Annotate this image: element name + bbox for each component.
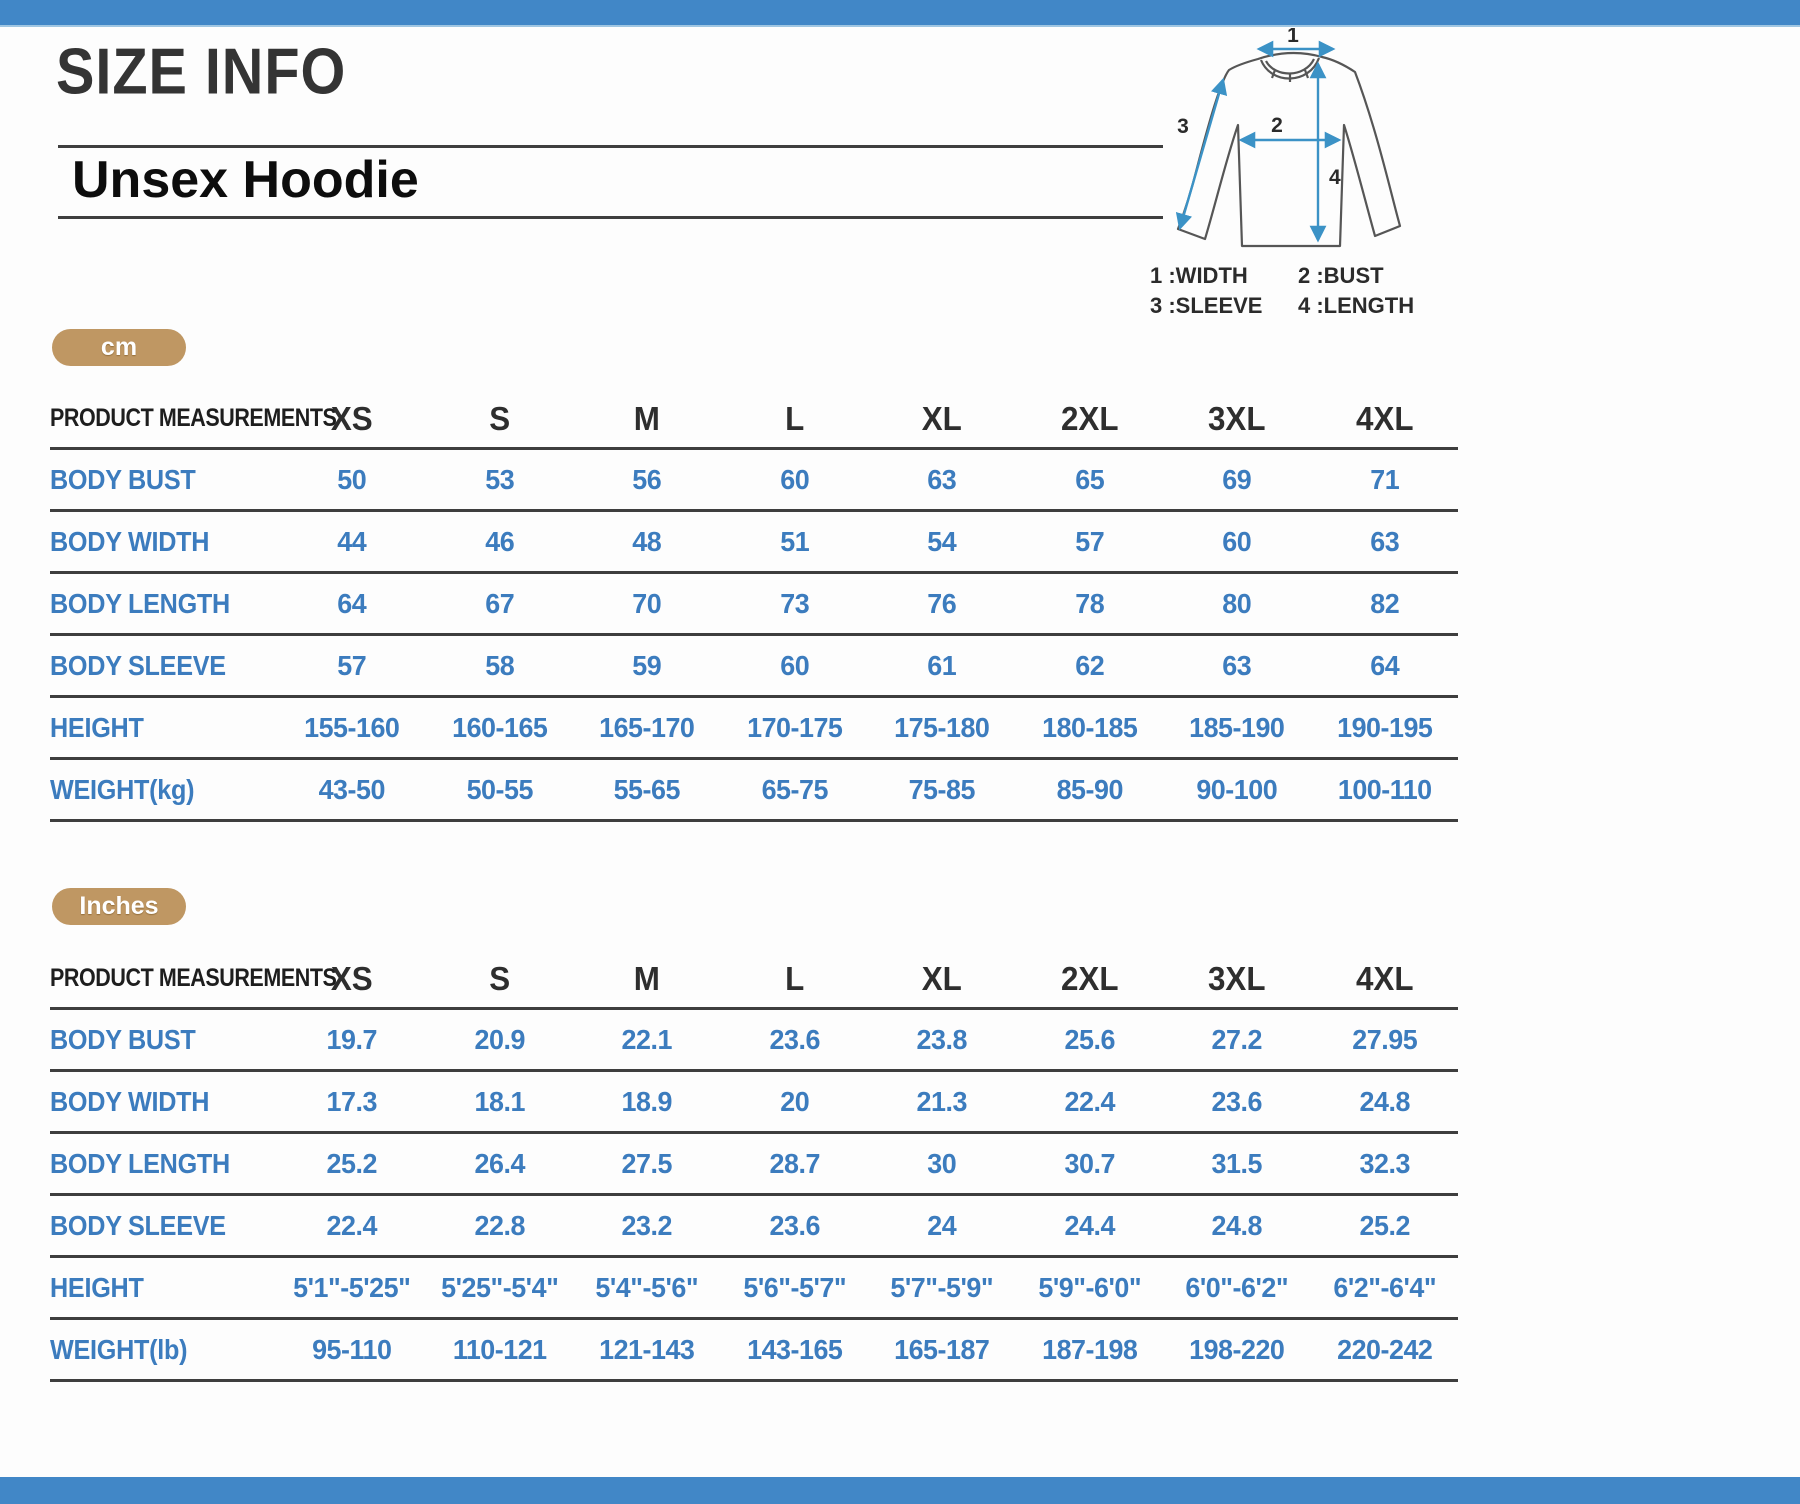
value-cell: 187-198 xyxy=(1041,1333,1137,1365)
value-cell: 30.7 xyxy=(1064,1147,1115,1179)
value-cell: 6'2"-6'4" xyxy=(1332,1271,1436,1303)
value-cell: 24.8 xyxy=(1211,1209,1262,1241)
row-label: BODY LENGTH xyxy=(50,587,230,619)
value-cell: 155-160 xyxy=(304,711,400,743)
value-cell: 57 xyxy=(1074,525,1104,557)
value-cell: 27.95 xyxy=(1351,1023,1417,1055)
value-cell: 61 xyxy=(927,649,957,681)
size-header: S xyxy=(488,399,510,437)
value-cell: 65 xyxy=(1074,463,1104,495)
diagram-mark-width: 1 xyxy=(1287,28,1299,47)
value-cell: 58 xyxy=(484,649,514,681)
value-cell: 170-175 xyxy=(746,711,842,743)
row-label: HEIGHT xyxy=(50,711,144,743)
size-header: M xyxy=(633,399,660,437)
value-cell: 160-165 xyxy=(451,711,547,743)
value-cell: 90-100 xyxy=(1196,773,1278,805)
page-title: SIZE INFO xyxy=(56,35,347,108)
value-cell: 57 xyxy=(337,649,367,681)
size-header: XL xyxy=(921,959,962,997)
product-name: Unsex Hoodie xyxy=(72,151,419,209)
table-row xyxy=(50,636,1458,698)
size-header: XL xyxy=(921,399,962,437)
value-cell: 76 xyxy=(927,587,957,619)
value-cell: 23.2 xyxy=(621,1209,672,1241)
size-header: XS xyxy=(330,399,373,437)
value-cell: 6'0"-6'2" xyxy=(1185,1271,1289,1303)
size-header: L xyxy=(784,959,804,997)
table-row xyxy=(50,1258,1458,1320)
value-cell: 44 xyxy=(337,525,367,557)
value-cell: 53 xyxy=(484,463,514,495)
table-row xyxy=(50,760,1458,822)
value-cell: 23.6 xyxy=(769,1209,820,1241)
value-cell: 25.6 xyxy=(1064,1023,1115,1055)
value-cell: 27.2 xyxy=(1211,1023,1262,1055)
value-cell: 185-190 xyxy=(1189,711,1285,743)
value-cell: 100-110 xyxy=(1337,773,1432,805)
size-header: L xyxy=(784,399,804,437)
value-cell: 63 xyxy=(1222,649,1252,681)
legend-sleeve: 3 :SLEEVE xyxy=(1150,293,1263,318)
unit-badge-cm: cm xyxy=(52,329,186,366)
value-cell: 5'9"-6'0" xyxy=(1037,1271,1141,1303)
table-header-row xyxy=(50,390,1458,450)
value-cell: 20 xyxy=(779,1085,809,1117)
value-cell: 23.6 xyxy=(1211,1085,1262,1117)
value-cell: 71 xyxy=(1369,463,1399,495)
size-header: 2XL xyxy=(1060,959,1119,997)
table-row xyxy=(50,512,1458,574)
value-cell: 17.3 xyxy=(326,1085,377,1117)
size-header: 4XL xyxy=(1355,959,1414,997)
value-cell: 5'25"-5'4" xyxy=(440,1271,558,1303)
value-cell: 25.2 xyxy=(326,1147,377,1179)
value-cell: 18.9 xyxy=(621,1085,672,1117)
row-label: BODY BUST xyxy=(50,463,196,495)
size-header: 3XL xyxy=(1207,959,1266,997)
size-header: XS xyxy=(330,959,373,997)
value-cell: 5'4"-5'6" xyxy=(595,1271,699,1303)
value-cell: 50 xyxy=(337,463,367,495)
legend-bust: 2 :BUST xyxy=(1298,263,1384,288)
value-cell: 165-187 xyxy=(894,1333,990,1365)
value-cell: 30 xyxy=(927,1147,957,1179)
value-cell: 65-75 xyxy=(761,773,828,805)
value-cell: 180-185 xyxy=(1041,711,1137,743)
value-cell: 198-220 xyxy=(1189,1333,1285,1365)
row-label: BODY BUST xyxy=(50,1023,196,1055)
top-frame-bar xyxy=(0,0,1800,27)
value-cell: 63 xyxy=(927,463,957,495)
size-header: S xyxy=(488,959,510,997)
size-table-cm xyxy=(50,390,1458,822)
value-cell: 22.4 xyxy=(326,1209,377,1241)
bottom-frame-bar xyxy=(0,1477,1800,1504)
row-label: WEIGHT(lb) xyxy=(50,1333,188,1365)
value-cell: 24.4 xyxy=(1064,1209,1115,1241)
value-cell: 82 xyxy=(1369,587,1399,619)
value-cell: 5'6"-5'7" xyxy=(742,1271,846,1303)
value-cell: 48 xyxy=(632,525,662,557)
value-cell: 22.4 xyxy=(1064,1085,1115,1117)
value-cell: 27.5 xyxy=(621,1147,672,1179)
value-cell: 143-165 xyxy=(746,1333,842,1365)
value-cell: 110-121 xyxy=(452,1333,547,1365)
value-cell: 19.7 xyxy=(326,1023,377,1055)
size-header: M xyxy=(633,959,660,997)
diagram-mark-sleeve: 3 xyxy=(1177,115,1189,138)
measure-arrows xyxy=(1180,49,1339,240)
diagram-mark-bust: 2 xyxy=(1271,114,1283,137)
value-cell: 60 xyxy=(779,649,809,681)
value-cell: 60 xyxy=(1222,525,1252,557)
value-cell: 190-195 xyxy=(1336,711,1432,743)
value-cell: 64 xyxy=(1369,649,1399,681)
size-header: 4XL xyxy=(1355,399,1414,437)
table-row xyxy=(50,1196,1458,1258)
divider-line xyxy=(58,145,1163,148)
row-label: BODY SLEEVE xyxy=(50,649,226,681)
table-row xyxy=(50,450,1458,512)
value-cell: 56 xyxy=(632,463,662,495)
value-cell: 55-65 xyxy=(613,773,680,805)
value-cell: 175-180 xyxy=(894,711,990,743)
value-cell: 95-110 xyxy=(312,1333,392,1365)
hoodie-measurement-diagram xyxy=(1125,28,1455,266)
table-row xyxy=(50,574,1458,636)
table-row xyxy=(50,698,1458,760)
value-cell: 32.3 xyxy=(1359,1147,1410,1179)
measurements-header: PRODUCT MEASUREMENTS xyxy=(50,404,337,432)
value-cell: 121-143 xyxy=(599,1333,695,1365)
row-label: BODY LENGTH xyxy=(50,1147,230,1179)
value-cell: 80 xyxy=(1222,587,1252,619)
value-cell: 54 xyxy=(927,525,957,557)
table-row xyxy=(50,1010,1458,1072)
size-header: 2XL xyxy=(1060,399,1119,437)
value-cell: 25.2 xyxy=(1359,1209,1410,1241)
value-cell: 28.7 xyxy=(769,1147,820,1179)
measurements-header: PRODUCT MEASUREMENTS xyxy=(50,964,337,992)
row-label: BODY WIDTH xyxy=(50,1085,210,1117)
value-cell: 50-55 xyxy=(466,773,533,805)
legend-width: 1 :WIDTH xyxy=(1150,263,1248,288)
value-cell: 23.6 xyxy=(769,1023,820,1055)
diagram-legend xyxy=(1150,263,1450,319)
value-cell: 46 xyxy=(484,525,514,557)
value-cell: 31.5 xyxy=(1211,1147,1262,1179)
table-row xyxy=(50,1134,1458,1196)
value-cell: 165-170 xyxy=(599,711,695,743)
value-cell: 59 xyxy=(632,649,662,681)
value-cell: 62 xyxy=(1074,649,1104,681)
value-cell: 69 xyxy=(1222,463,1252,495)
value-cell: 43-50 xyxy=(318,773,385,805)
value-cell: 51 xyxy=(779,525,809,557)
table-row xyxy=(50,1320,1458,1382)
value-cell: 63 xyxy=(1369,525,1399,557)
value-cell: 60 xyxy=(779,463,809,495)
value-cell: 22.8 xyxy=(474,1209,525,1241)
legend-length: 4 :LENGTH xyxy=(1298,293,1415,318)
value-cell: 64 xyxy=(337,587,367,619)
value-cell: 26.4 xyxy=(474,1147,525,1179)
value-cell: 18.1 xyxy=(474,1085,525,1117)
value-cell: 24.8 xyxy=(1359,1085,1410,1117)
value-cell: 75-85 xyxy=(908,773,975,805)
value-cell: 220-242 xyxy=(1336,1333,1432,1365)
value-cell: 20.9 xyxy=(474,1023,525,1055)
value-cell: 70 xyxy=(632,587,662,619)
value-cell: 78 xyxy=(1074,587,1104,619)
value-cell: 23.8 xyxy=(916,1023,967,1055)
size-table-inches xyxy=(50,950,1458,1382)
row-label: BODY SLEEVE xyxy=(50,1209,226,1241)
value-cell: 22.1 xyxy=(621,1023,672,1055)
table-header-row xyxy=(50,950,1458,1010)
value-cell: 73 xyxy=(779,587,809,619)
value-cell: 5'7"-5'9" xyxy=(890,1271,994,1303)
table-row xyxy=(50,1072,1458,1134)
row-label: WEIGHT(kg) xyxy=(50,773,195,805)
size-header: 3XL xyxy=(1207,399,1266,437)
value-cell: 85-90 xyxy=(1056,773,1123,805)
diagram-mark-length: 4 xyxy=(1329,166,1341,189)
row-label: BODY WIDTH xyxy=(50,525,210,557)
value-cell: 24 xyxy=(927,1209,957,1241)
unit-badge-inches: Inches xyxy=(52,888,186,925)
shirt-outline xyxy=(1178,53,1400,246)
divider-line xyxy=(58,216,1163,219)
row-label: HEIGHT xyxy=(50,1271,144,1303)
value-cell: 67 xyxy=(484,587,514,619)
value-cell: 21.3 xyxy=(916,1085,967,1117)
value-cell: 5'1"-5'25" xyxy=(293,1271,411,1303)
